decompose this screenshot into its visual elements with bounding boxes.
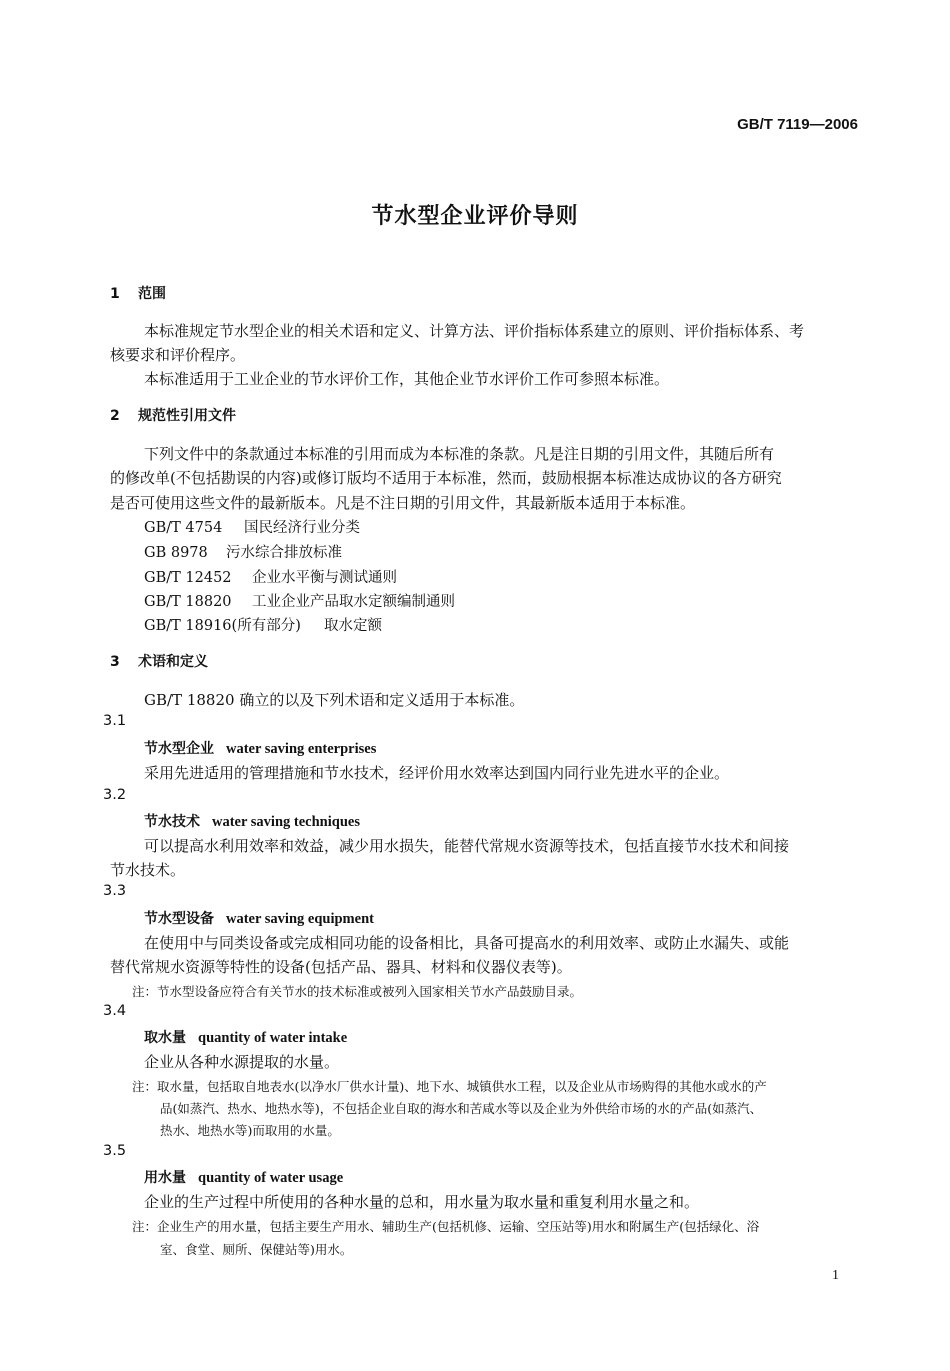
term-chinese: 节水技术 — [144, 814, 200, 830]
reference-title: 企业水平衡与测试通则 — [252, 570, 397, 586]
page-number: 1 — [832, 1268, 839, 1283]
section-title: 术语和定义 — [138, 654, 208, 670]
term-english: quantity of water usage — [198, 1170, 344, 1186]
reference-item — [144, 566, 397, 587]
clause-number: 3.2 — [103, 787, 127, 803]
reference-code: GB/T 18820 — [144, 594, 232, 610]
s2-paragraph-line-3: 是否可使用这些文件的最新版本。凡是不注日期的引用文件，其最新版本适用于本标准。 — [110, 494, 696, 512]
term-english: quantity of water intake — [198, 1030, 348, 1046]
term-definition-line-2: 节水技术。 — [110, 861, 186, 879]
term-note-line-3: 热水、地热水等)而取用的水量。 — [160, 1123, 340, 1138]
section-title: 规范性引用文件 — [138, 408, 236, 424]
term-definition-line-2: 替代常规水资源等特性的设备(包括产品、器具、材料和仪器仪表等)。 — [110, 958, 572, 976]
s2-paragraph-line-2: 的修改单(不包括勘误的内容)或修订版均不适用于本标准，然而，鼓励根据本标准达成协议的各方研究 — [110, 469, 782, 487]
term-definition-line-1: 可以提高水利用效率和效益，减少用水损失，能替代常规水资源等技术，包括直接节水技术和间接 — [144, 837, 790, 855]
section-title: 范围 — [138, 286, 166, 302]
section-number: 3 — [110, 654, 120, 670]
term-note-line-2: 品(如蒸汽、热水、地热水等)，不包括企业自取的海水和苦咸水等以及企业为外供给市场的水的产品(如蒸汽、 — [160, 1101, 763, 1116]
section-2-heading — [110, 405, 236, 425]
reference-item — [144, 614, 382, 635]
reference-code: GB/T 18916(所有部分) — [144, 618, 301, 634]
term-definition-line-1: 在使用中与同类设备或完成相同功能的设备相比，具备可提高水的利用效率、或防止水漏失、或能 — [144, 934, 790, 952]
term-note-line-1: 注：取水量，包括取自地表水(以净水厂供水计量)、地下水、城镇供水工程，以及企业从市场购得的其他水或水的产 — [132, 1079, 767, 1094]
reference-title: 工业企业产品取水定额编制通则 — [252, 594, 455, 610]
term-chinese: 节水型设备 — [144, 911, 214, 927]
standard-id: GB/T 7119—2006 — [737, 116, 858, 133]
reference-title: 污水综合排放标准 — [226, 545, 342, 561]
s1-paragraph-1-line-2: 核要求和评价程序。 — [110, 346, 246, 364]
term-heading — [144, 811, 360, 831]
term-heading — [144, 1027, 347, 1047]
s2-paragraph-line-1: 下列文件中的条款通过本标准的引用而成为本标准的条款。凡是注日期的引用文件，其随后所有 — [144, 445, 775, 463]
term-definition-line-1: 采用先进适用的管理措施和节水技术，经评价用水效率达到国内同行业先进水平的企业。 — [144, 764, 730, 782]
term-note-line-2: 室、食堂、厕所、保健站等)用水。 — [160, 1242, 353, 1257]
term-chinese: 用水量 — [144, 1170, 186, 1186]
reference-title: 取水定额 — [324, 618, 382, 634]
clause-number: 3.4 — [103, 1003, 127, 1019]
section-number: 1 — [110, 286, 120, 302]
clause-number: 3.1 — [103, 713, 127, 729]
section-3-heading — [110, 651, 208, 671]
term-definition-line-1: 企业的生产过程中所使用的各种水量的总和，用水量为取水量和重复利用水量之和。 — [144, 1193, 700, 1211]
reference-title: 国民经济行业分类 — [244, 520, 360, 536]
clause-number: 3.3 — [103, 883, 127, 899]
reference-item — [144, 590, 455, 611]
term-note-line-1: 注：企业生产的用水量，包括主要生产用水、辅助生产(包括机修、运输、空压站等)用水和附属生产(包括绿化、浴 — [132, 1219, 760, 1234]
term-heading — [144, 908, 374, 928]
clause-number: 3.5 — [103, 1143, 127, 1159]
term-note-line-1: 注：节水型设备应符合有关节水的技术标准或被列入国家相关节水产品鼓励目录。 — [132, 984, 583, 999]
s1-paragraph-1-line-1: 本标准规定节水型企业的相关术语和定义、计算方法、评价指标体系建立的原则、评价指标体系、考 — [144, 322, 805, 340]
section-1-heading — [110, 283, 166, 303]
reference-item — [144, 516, 360, 537]
term-definition-line-1: 企业从各种水源提取的水量。 — [144, 1053, 340, 1071]
section-number: 2 — [110, 408, 120, 424]
term-heading — [144, 1167, 343, 1187]
document-title: 节水型企业评价导则 — [371, 204, 579, 229]
reference-code: GB/T 12452 — [144, 570, 232, 586]
term-heading — [144, 738, 376, 758]
term-english: water saving equipment — [226, 911, 374, 927]
s3-intro: GB/T 18820 确立的以及下列术语和定义适用于本标准。 — [144, 691, 525, 709]
s1-paragraph-2: 本标准适用于工业企业的节水评价工作，其他企业节水评价工作可参照本标准。 — [144, 370, 670, 388]
term-chinese: 取水量 — [144, 1030, 186, 1046]
term-chinese: 节水型企业 — [144, 741, 214, 757]
reference-code: GB/T 4754 — [144, 520, 223, 536]
term-english: water saving enterprises — [226, 741, 377, 757]
reference-code: GB 8978 — [144, 545, 208, 561]
term-english: water saving techniques — [212, 814, 360, 830]
reference-item — [144, 541, 342, 562]
